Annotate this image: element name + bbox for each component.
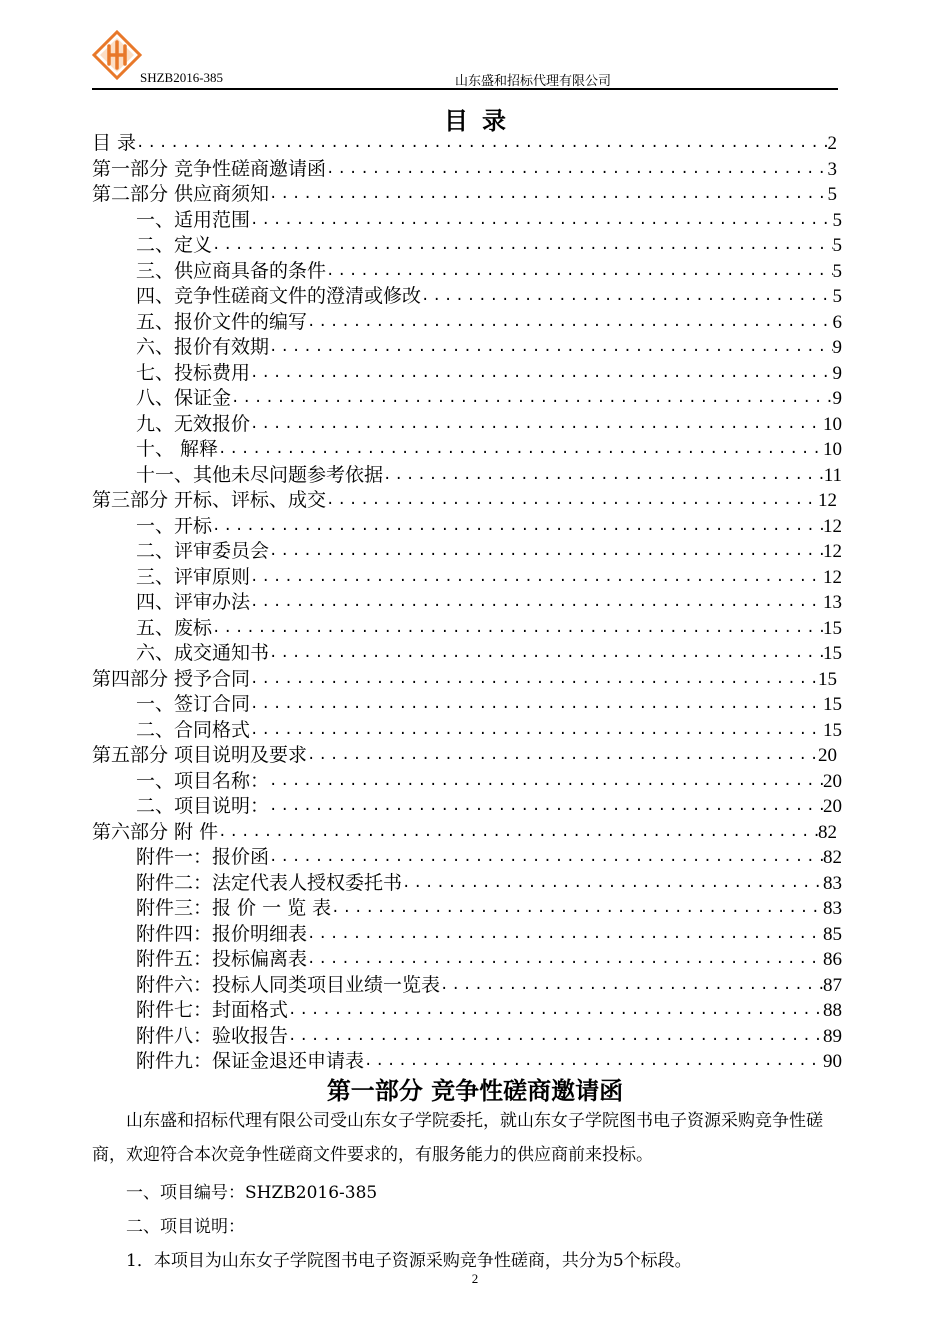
toc-entry-page: 20 xyxy=(823,770,842,792)
toc-entry-title: 第四部分 授予合同 xyxy=(92,667,251,690)
toc-entry-page: 12 xyxy=(823,541,842,562)
toc-entry[interactable] xyxy=(92,259,842,285)
toc-dot-leader xyxy=(250,208,832,234)
toc-entry[interactable] xyxy=(92,718,842,744)
toc-dot-leader xyxy=(269,335,832,361)
toc-dot-leader xyxy=(383,463,824,489)
toc-entry-page: 15 xyxy=(823,719,842,741)
toc-dot-leader xyxy=(231,386,832,412)
toc-dot-leader xyxy=(326,259,832,285)
toc-entry-title: 一、签订合同 xyxy=(136,693,251,715)
toc-entry[interactable] xyxy=(92,208,842,234)
toc-entry-page: 11 xyxy=(823,464,842,486)
toc-entry-title: 八、保证金 xyxy=(136,387,232,409)
toc-entry-page: 15 xyxy=(823,694,842,715)
toc-entry-title: 二、定义 xyxy=(136,234,213,256)
project-description-item: 1．本项目为山东女子学院图书电子资源采购竞争性磋商，共分为5个标段。 xyxy=(126,1251,692,1271)
toc-entry-page: 13 xyxy=(823,592,842,613)
toc-entry-title: 目 录 xyxy=(92,132,137,154)
toc-entry[interactable] xyxy=(92,1024,842,1050)
toc-entry[interactable] xyxy=(92,973,842,999)
toc-entry[interactable] xyxy=(92,947,842,973)
toc-entry-page: 5 xyxy=(832,235,842,256)
toc-entry-page: 5 xyxy=(832,260,842,282)
toc-entry-page: 9 xyxy=(832,362,842,384)
toc-entry[interactable] xyxy=(92,769,842,795)
toc-entry[interactable] xyxy=(92,616,842,642)
header-rule xyxy=(92,88,838,90)
toc-entry[interactable] xyxy=(92,514,842,540)
toc-entry-page: 82 xyxy=(818,821,837,843)
toc-entry[interactable] xyxy=(92,157,837,183)
toc-entry-title: 二、项目说明： xyxy=(136,795,270,817)
toc-entry[interactable] xyxy=(92,539,842,565)
toc-entry-page: 83 xyxy=(823,872,842,894)
toc-entry[interactable] xyxy=(92,667,837,693)
toc-entry[interactable] xyxy=(92,182,837,208)
toc-entry[interactable] xyxy=(92,565,842,591)
toc-dot-leader xyxy=(269,845,823,871)
toc-entry-title: 附件二：法定代表人授权委托书 xyxy=(136,871,403,894)
toc-entry[interactable] xyxy=(92,692,842,718)
toc-dot-leader xyxy=(326,488,818,514)
toc-entry[interactable] xyxy=(92,743,837,769)
toc-dot-leader xyxy=(421,284,832,310)
toc-dot-leader xyxy=(269,794,823,820)
toc-entry[interactable] xyxy=(92,284,842,310)
toc-entry[interactable] xyxy=(92,233,842,259)
toc-entry-page: 10 xyxy=(823,413,842,435)
toc-entry-title: 一、开标 xyxy=(136,514,213,537)
toc-entry[interactable] xyxy=(92,463,842,489)
toc-dot-leader xyxy=(212,233,832,259)
toc-entry-title: 附件一：报价函 xyxy=(136,846,270,868)
toc-dot-leader xyxy=(136,131,827,157)
toc-entry-title: 三、供应商具备的条件 xyxy=(136,259,327,282)
toc-entry-title: 附件五：投标偏离表 xyxy=(136,948,308,970)
header-company-name: 山东盛和招标代理有限公司 xyxy=(455,74,612,89)
shzb-logo-icon xyxy=(92,30,142,80)
toc-dot-leader xyxy=(288,998,823,1024)
toc-dot-leader xyxy=(402,871,823,897)
toc-entry[interactable] xyxy=(92,412,842,438)
toc-dot-leader xyxy=(250,412,823,438)
toc-entry-page: 2 xyxy=(827,133,837,154)
intro-paragraph: 山东盛和招标代理有限公司受山东女子学院委托，就山东女子学院图书电子资源采购竞争性磋商，欢迎符合本次竞争性磋商文件要求的，有服务能力的供应商前来投标。 xyxy=(92,1111,823,1165)
toc-entry-title: 五、报价文件的编写 xyxy=(136,310,308,333)
toc-dot-leader xyxy=(250,692,823,718)
toc-entry[interactable] xyxy=(92,871,842,897)
toc-entry-title: 附件八：验收报告 xyxy=(136,1024,289,1047)
toc-dot-leader xyxy=(288,1024,823,1050)
toc-entry-title: 第一部分 竞争性磋商邀请函 xyxy=(92,157,327,180)
toc-entry-title: 第三部分 开标、评标、成交 xyxy=(92,489,327,511)
toc-dot-leader xyxy=(269,182,827,208)
toc-dot-leader xyxy=(307,947,823,973)
toc-entry-page: 12 xyxy=(818,490,837,511)
toc-dot-leader xyxy=(218,437,823,463)
toc-entry[interactable] xyxy=(92,641,842,667)
toc-dot-leader xyxy=(307,310,832,336)
toc-entry-page: 83 xyxy=(823,898,842,919)
toc-title: 目录 xyxy=(444,106,520,135)
toc-entry-page: 5 xyxy=(832,286,842,307)
toc-entry-page: 20 xyxy=(823,796,842,817)
toc-dot-leader xyxy=(212,616,823,642)
toc-dot-leader xyxy=(269,641,823,667)
project-code-line: 一、项目编号：SHZB2016-385 xyxy=(126,1183,378,1203)
table-of-contents xyxy=(92,131,842,1075)
toc-dot-leader xyxy=(307,922,823,948)
toc-entry-title: 五、废标 xyxy=(136,616,213,639)
toc-entry-page: 12 xyxy=(823,566,842,588)
toc-dot-leader xyxy=(326,157,827,183)
toc-dot-leader xyxy=(269,539,823,565)
toc-entry-title: 六、成交通知书 xyxy=(136,642,270,664)
section-heading: 第一部分 竞争性磋商邀请函 xyxy=(326,1076,624,1105)
toc-entry[interactable] xyxy=(92,794,842,820)
toc-entry[interactable] xyxy=(92,922,842,948)
toc-entry[interactable] xyxy=(92,590,842,616)
toc-entry-title: 七、投标费用 xyxy=(136,361,251,384)
toc-entry-page: 3 xyxy=(827,158,837,180)
toc-entry-page: 20 xyxy=(818,745,837,766)
toc-entry-title: 十、 解释 xyxy=(136,438,219,460)
toc-entry-page: 87 xyxy=(823,974,842,996)
toc-entry-title: 一、项目名称： xyxy=(136,769,270,792)
toc-entry[interactable] xyxy=(92,845,842,871)
toc-entry-page: 90 xyxy=(823,1051,842,1072)
toc-entry-title: 四、评审办法 xyxy=(136,591,251,613)
toc-entry-title: 第六部分 附 件 xyxy=(92,820,219,843)
page-number: 2 xyxy=(471,1271,479,1286)
toc-dot-leader xyxy=(440,973,823,999)
toc-entry-page: 15 xyxy=(818,668,837,690)
toc-entry-page: 12 xyxy=(823,515,842,537)
toc-dot-leader xyxy=(331,896,823,922)
toc-entry-page: 85 xyxy=(823,923,842,945)
toc-entry-title: 附件四：报价明细表 xyxy=(136,922,308,945)
toc-entry-title: 第二部分 供应商须知 xyxy=(92,183,270,205)
toc-entry[interactable] xyxy=(92,488,837,514)
toc-dot-leader xyxy=(250,718,823,744)
toc-entry-page: 5 xyxy=(827,184,837,205)
toc-entry-page: 82 xyxy=(823,847,842,868)
toc-dot-leader xyxy=(250,565,823,591)
toc-dot-leader xyxy=(307,743,818,769)
toc-entry-page: 10 xyxy=(823,439,842,460)
toc-entry-page: 5 xyxy=(832,209,842,231)
toc-dot-leader xyxy=(250,667,818,693)
toc-entry[interactable] xyxy=(92,998,842,1024)
toc-entry[interactable] xyxy=(92,310,842,336)
header-project-code: SHZB2016-385 xyxy=(140,70,224,85)
toc-entry-page: 15 xyxy=(823,643,842,664)
toc-entry-page: 9 xyxy=(832,388,842,409)
toc-entry-title: 二、评审委员会 xyxy=(136,540,270,562)
toc-entry-page: 88 xyxy=(823,1000,842,1021)
toc-entry-title: 六、报价有效期 xyxy=(136,336,270,358)
toc-entry-title: 二、合同格式 xyxy=(136,718,251,741)
toc-entry-page: 9 xyxy=(832,337,842,358)
toc-entry-title: 附件七：封面格式 xyxy=(136,999,289,1021)
toc-dot-leader xyxy=(218,820,818,846)
toc-entry-title: 附件九：保证金退还申请表 xyxy=(136,1050,365,1072)
toc-dot-leader xyxy=(250,590,823,616)
toc-entry-title: 第五部分 项目说明及要求 xyxy=(92,744,308,766)
toc-entry[interactable] xyxy=(92,820,837,846)
toc-entry[interactable] xyxy=(92,361,842,387)
toc-entry-title: 附件三：报 价 一 览 表 xyxy=(136,897,332,919)
toc-entry-page: 6 xyxy=(832,311,842,333)
toc-entry[interactable] xyxy=(92,335,842,361)
project-description-label: 二、项目说明： xyxy=(126,1217,245,1237)
toc-entry-title: 三、评审原则 xyxy=(136,565,251,588)
toc-dot-leader xyxy=(250,361,832,387)
toc-entry-page: 15 xyxy=(823,617,842,639)
toc-entry-title: 四、竞争性磋商文件的澄清或修改 xyxy=(136,285,422,307)
toc-entry-page: 86 xyxy=(823,949,842,970)
toc-entry[interactable] xyxy=(92,131,837,157)
toc-entry-title: 十一、其他未尽问题参考依据 xyxy=(136,463,384,486)
toc-entry[interactable] xyxy=(92,896,842,922)
toc-entry-page: 89 xyxy=(823,1025,842,1047)
toc-entry-title: 附件六：投标人同类项目业绩一览表 xyxy=(136,973,441,996)
toc-entry[interactable] xyxy=(92,437,842,463)
toc-dot-leader xyxy=(212,514,823,540)
toc-dot-leader xyxy=(269,769,823,795)
toc-entry-title: 一、适用范围 xyxy=(136,208,251,231)
toc-entry-title: 九、无效报价 xyxy=(136,412,251,435)
toc-entry[interactable] xyxy=(92,386,842,412)
